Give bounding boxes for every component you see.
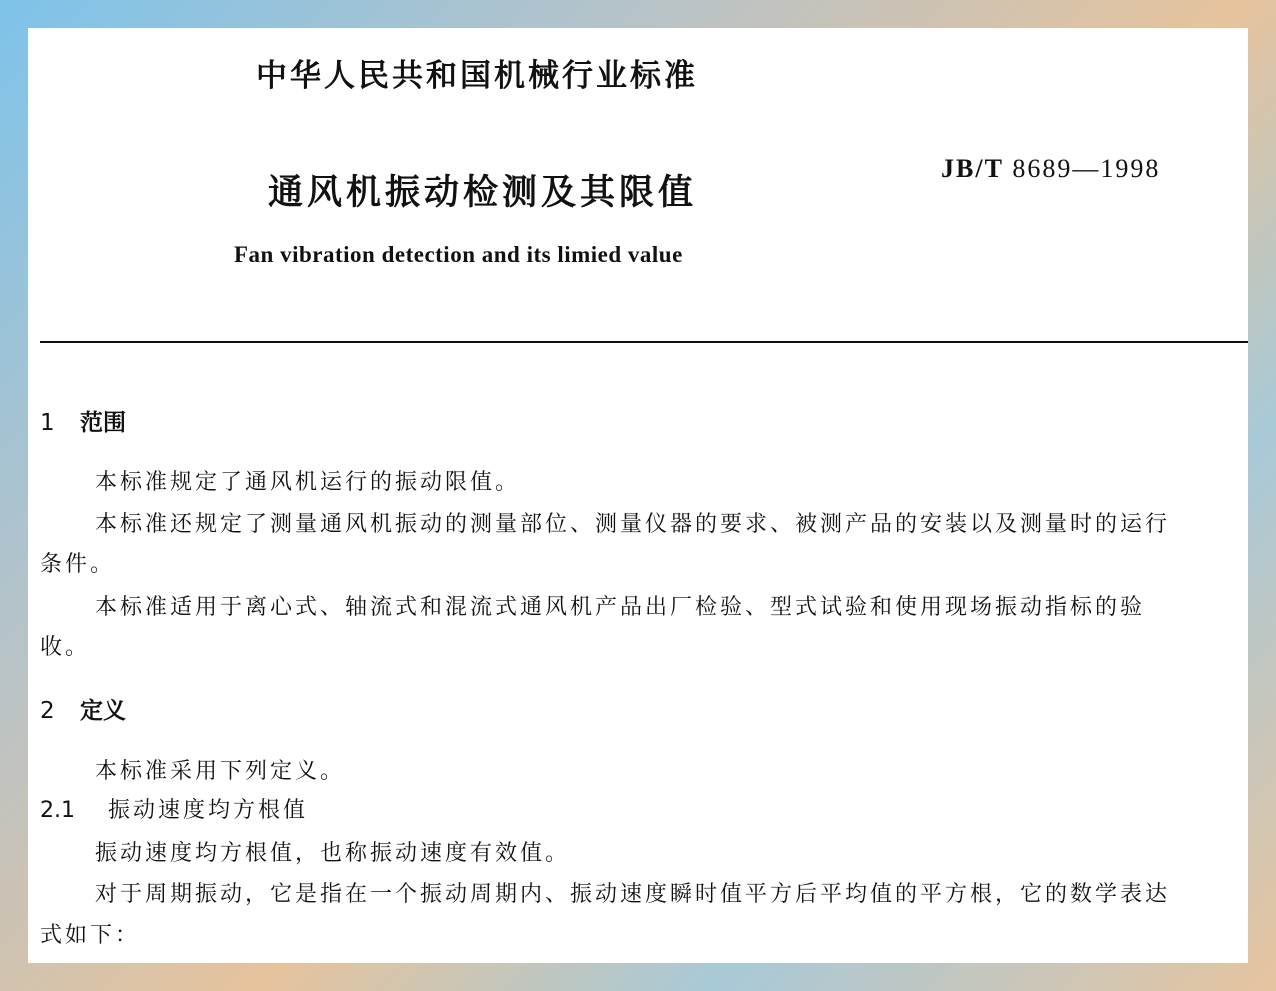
subsection-title: 振动速度均方根值 [108,798,309,823]
paragraph-line: 式如下： [40,923,141,948]
subsection-2-1-heading [40,793,308,824]
paragraph-line: 条件。 [40,552,116,577]
paragraph-line: 振动速度均方根值，也称振动速度有效值。 [95,841,571,866]
paragraph-line: 本标准适用于离心式、轴流式和混流式通风机产品出厂检验、型式试验和使用现场振动指标的验 [95,595,1146,620]
document-title: 通风机振动检测及其限值 [268,173,698,213]
standard-code-number: 8689—1998 [1012,154,1161,183]
paragraph-line: 本标准规定了通风机运行的振动限值。 [95,470,521,495]
standard-code [941,154,1160,184]
section-1-heading [40,404,126,437]
english-title: Fan vibration detection and its limied value [234,242,683,267]
paragraph-line: 本标准还规定了测量通风机振动的测量部位、测量仪器的要求、被测产品的安装以及测量时的运行 [95,512,1171,537]
subsection-number: 2.1 [40,798,75,823]
header-divider [40,341,1248,343]
standard-code-prefix: JB/T [941,154,1004,183]
section-title: 范围 [80,410,126,436]
industry-standard-header: 中华人民共和国机械行业标准 [256,58,698,94]
document-page [28,28,1248,963]
paragraph-line: 收。 [40,635,91,660]
section-number: 1 [40,410,55,436]
paragraph-line: 本标准采用下列定义。 [95,759,346,784]
paragraph-line: 对于周期振动，它是指在一个振动周期内、振动速度瞬时值平方后平均值的平方根，它的数学表达 [95,882,1171,907]
section-title: 定义 [80,698,126,724]
section-number: 2 [40,698,55,724]
section-2-heading [40,692,126,725]
